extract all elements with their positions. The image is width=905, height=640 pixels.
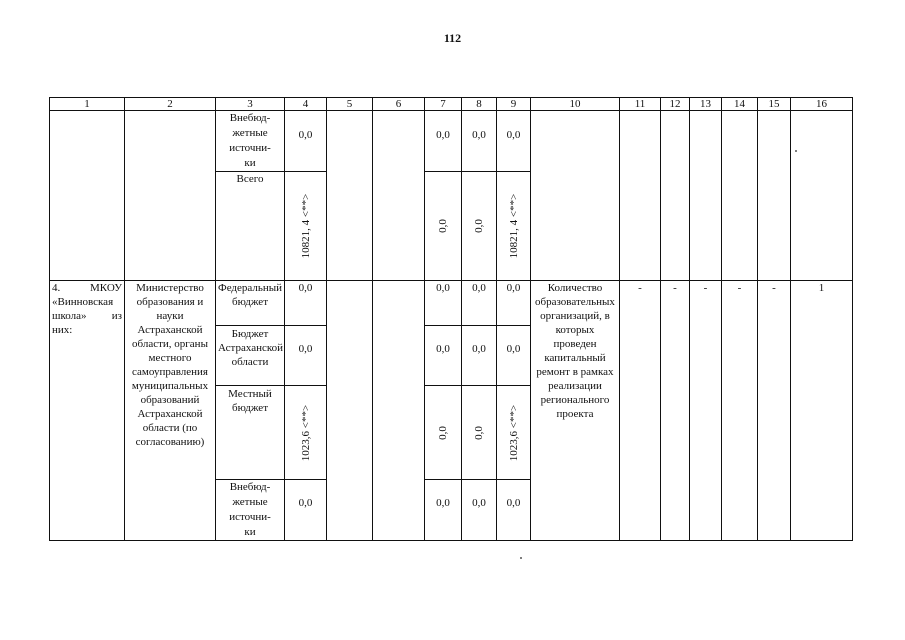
executor-cell	[125, 111, 216, 281]
source-cell: Местный бюджет	[216, 386, 285, 480]
table-row	[50, 281, 853, 326]
vertical-value: 1023,6 <**>	[507, 404, 520, 461]
source-cell: Внебюд- жетные источни- ки	[216, 480, 285, 541]
year-cell	[661, 111, 690, 281]
source-cell: Федеральный бюджет	[216, 281, 285, 326]
source-cell: Всего	[216, 172, 285, 281]
col-header: 5	[327, 98, 373, 111]
value-cell: 0,0	[462, 326, 497, 386]
year-value: -	[690, 281, 722, 541]
value-cell	[285, 386, 327, 480]
empty-cell	[373, 111, 425, 281]
col-header: 3	[216, 98, 285, 111]
empty-cell	[373, 281, 425, 541]
name-cell	[50, 111, 125, 281]
col-header: 1	[50, 98, 125, 111]
vertical-value: 1023,6 <**>	[299, 404, 312, 461]
value-cell: 0,0	[285, 480, 327, 541]
col-header: 10	[531, 98, 620, 111]
value-cell: 0,0	[497, 326, 531, 386]
value-cell	[462, 172, 497, 281]
page-number: 112	[443, 31, 462, 45]
empty-cell	[327, 281, 373, 541]
year-cell	[722, 111, 758, 281]
col-header: 15	[758, 98, 791, 111]
year-cell	[758, 111, 791, 281]
col-header: 2	[125, 98, 216, 111]
col-header: 11	[620, 98, 661, 111]
header-row	[50, 98, 853, 111]
value-cell: 0,0	[425, 111, 462, 172]
value-cell	[285, 172, 327, 281]
col-header: 12	[661, 98, 690, 111]
indicator-text: Количество образовательных организаций, в которых проведен капитальный ремонт в рамках реализации регионального проекта	[531, 281, 620, 541]
year-cell	[620, 111, 661, 281]
vertical-value: 0,0	[473, 425, 485, 440]
col-header: 14	[722, 98, 758, 111]
value-cell: 0,0	[425, 326, 462, 386]
col-header: 13	[690, 98, 722, 111]
year-value: -	[758, 281, 791, 541]
vertical-value: 10821, 4 <**>	[507, 193, 520, 259]
year-value: 1	[791, 281, 853, 541]
year-value: -	[661, 281, 690, 541]
source-cell: Бюджет Астраханской области	[216, 326, 285, 386]
value-cell: 0,0	[285, 281, 327, 326]
col-header: 9	[497, 98, 531, 111]
vertical-value: 10821, 4 <**>	[299, 193, 312, 259]
value-cell	[497, 172, 531, 281]
indicator-cell	[531, 111, 620, 281]
value-cell: 0,0	[462, 111, 497, 172]
table-row	[50, 111, 853, 172]
value-cell	[425, 386, 462, 480]
object-name: 4. МКОУ «Винновская школа» из них:	[50, 281, 125, 541]
year-value: -	[620, 281, 661, 541]
value-cell: 0,0	[425, 281, 462, 326]
value-cell: 0,0	[285, 111, 327, 172]
year-cell	[690, 111, 722, 281]
value-cell: 0,0	[462, 281, 497, 326]
vertical-value: 0,0	[473, 219, 485, 233]
col-header: 7	[425, 98, 462, 111]
source-cell: Внебюд- жетные источни- ки	[216, 111, 285, 172]
value-cell: 0,0	[497, 111, 531, 172]
scan-speck	[795, 150, 797, 152]
vertical-value: 0,0	[437, 425, 449, 440]
value-cell	[425, 172, 462, 281]
col-header: 4	[285, 98, 327, 111]
value-cell: 0,0	[425, 480, 462, 541]
col-header: 8	[462, 98, 497, 111]
value-cell: 0,0	[462, 480, 497, 541]
empty-cell	[327, 111, 373, 281]
col-header: 6	[373, 98, 425, 111]
value-cell	[497, 386, 531, 480]
year-cell	[791, 111, 853, 281]
value-cell: 0,0	[285, 326, 327, 386]
col-header: 16	[791, 98, 853, 111]
scan-speck	[520, 557, 522, 559]
program-table	[49, 97, 853, 541]
value-cell: 0,0	[497, 480, 531, 541]
year-value: -	[722, 281, 758, 541]
executor-text: Министерство образования и науки Астраханской области, органы местного самоуправления муниципальных образований Астраханской области (по согласованию)	[125, 281, 216, 541]
value-cell	[462, 386, 497, 480]
vertical-value: 0,0	[437, 219, 449, 233]
value-cell: 0,0	[497, 281, 531, 326]
